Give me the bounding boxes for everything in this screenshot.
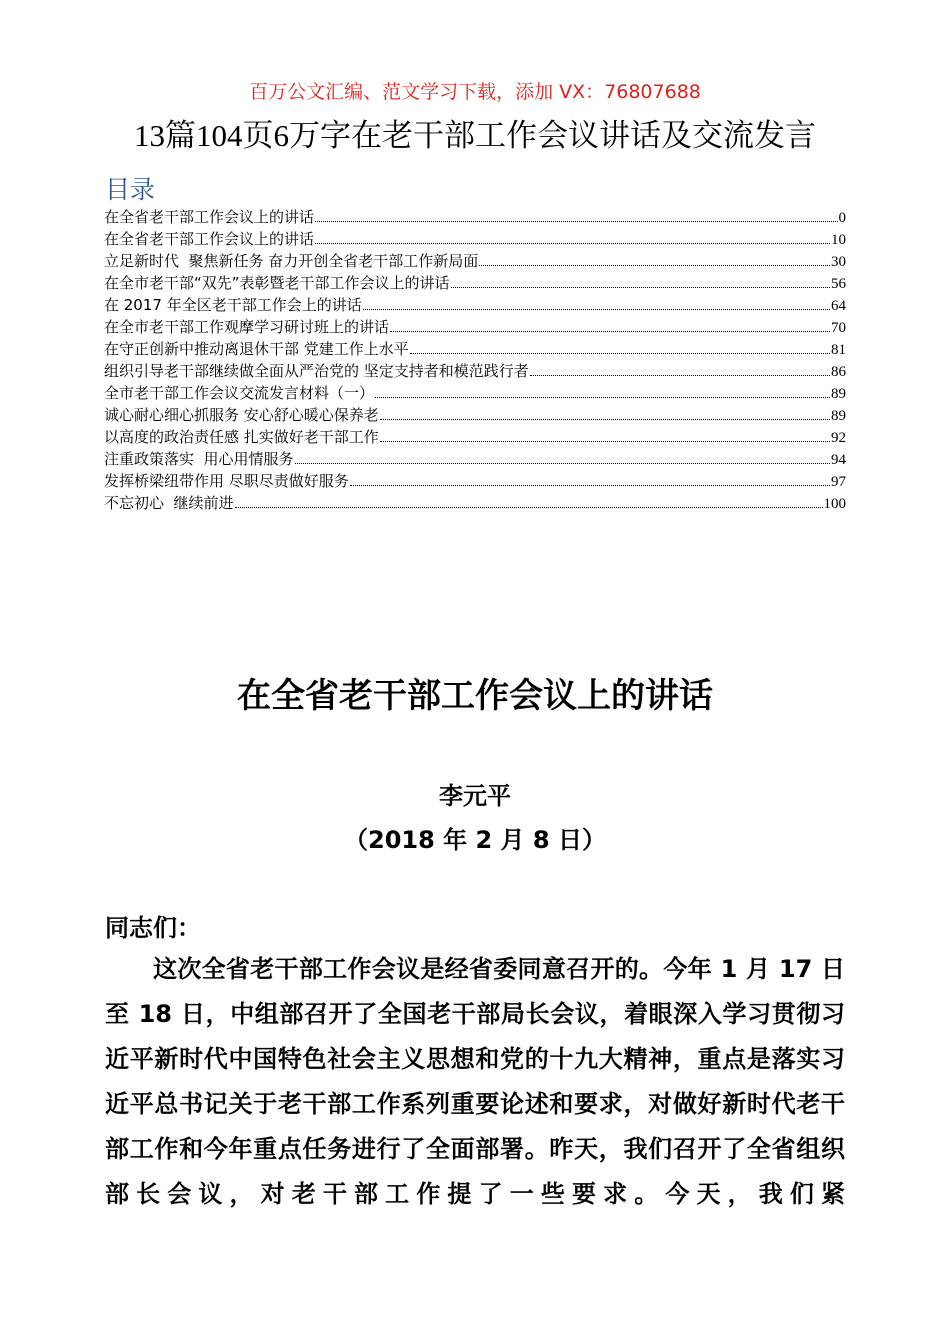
toc-entry[interactable] bbox=[104, 404, 846, 426]
toc-leader-dots bbox=[530, 375, 830, 376]
toc-entry[interactable] bbox=[104, 360, 846, 382]
toc-entry-page: 0 bbox=[838, 210, 846, 226]
toc-leader-dots bbox=[375, 397, 830, 398]
section-title: 在全省老干部工作会议上的讲话 bbox=[237, 676, 713, 716]
toc-entry-page: 100 bbox=[823, 496, 846, 512]
toc-entry[interactable] bbox=[104, 228, 846, 250]
toc-entry-title: 在全省老干部工作会议上的讲话 bbox=[104, 230, 315, 248]
toc-leader-dots bbox=[350, 485, 830, 486]
speech-date: （2018 年 2 月 8 日） bbox=[344, 826, 606, 854]
toc-leader-dots bbox=[410, 353, 830, 354]
toc-leader-dots bbox=[451, 287, 830, 288]
toc-leader-dots bbox=[380, 441, 830, 442]
toc-entry-title: 在全省老干部工作会议上的讲话 bbox=[104, 208, 315, 226]
author: 李元平 bbox=[439, 782, 511, 810]
toc-entry-title: 立足新时代 聚焦新任务 奋力开创全省老干部工作新局面 bbox=[104, 252, 479, 270]
toc-leader-dots bbox=[479, 265, 830, 266]
toc-entry-title: 不忘初心 继续前进 bbox=[104, 494, 234, 512]
toc-entry[interactable] bbox=[104, 272, 846, 294]
toc-entry[interactable] bbox=[104, 492, 846, 514]
toc-entry[interactable] bbox=[104, 382, 846, 404]
toc-entry-page: 92 bbox=[831, 430, 846, 446]
toc-entry-title: 在 2017 年全区老干部工作会上的讲话 bbox=[104, 296, 362, 314]
toc-entry-title: 全市老干部工作会议交流发言材料（一） bbox=[104, 384, 375, 402]
toc-entry-title: 组织引导老干部继续做全面从严治党的 坚定支持者和模范践行者 bbox=[104, 362, 529, 380]
toc-entry-title: 以高度的政治责任感 扎实做好老干部工作 bbox=[104, 428, 379, 446]
toc-entry-page: 94 bbox=[831, 452, 846, 468]
toc-entry-title: 注重政策落实 用心用情服务 bbox=[104, 450, 294, 468]
toc-entry-title: 在全市老干部“双先”表彰暨老干部工作会议上的讲话 bbox=[104, 274, 450, 292]
toc-entry-page: 89 bbox=[831, 386, 846, 402]
toc-entry-page: 97 bbox=[831, 474, 846, 490]
toc-entry[interactable] bbox=[104, 294, 846, 316]
toc-entry[interactable] bbox=[104, 206, 846, 228]
toc-heading: 目录 bbox=[105, 175, 156, 204]
toc-leader-dots bbox=[235, 507, 823, 508]
toc-entry-page: 10 bbox=[831, 232, 846, 248]
toc-entry-page: 70 bbox=[831, 320, 846, 336]
toc-entry[interactable] bbox=[104, 426, 846, 448]
toc-entry-page: 64 bbox=[831, 298, 846, 314]
toc-entry[interactable] bbox=[104, 448, 846, 470]
toc-entry[interactable] bbox=[104, 470, 846, 492]
toc-leader-dots bbox=[390, 331, 830, 332]
toc-leader-dots bbox=[295, 463, 830, 464]
toc-entry[interactable] bbox=[104, 250, 846, 272]
toc-leader-dots bbox=[315, 221, 837, 222]
toc-entry[interactable] bbox=[104, 338, 846, 360]
toc-leader-dots bbox=[315, 243, 830, 244]
toc-entry[interactable] bbox=[104, 316, 846, 338]
salutation: 同志们： bbox=[105, 914, 201, 942]
toc-entry-page: 89 bbox=[831, 408, 846, 424]
toc-entry-page: 86 bbox=[831, 364, 846, 380]
body-paragraph: 这次全省老干部工作会议是经省委同意召开的。今年 1 月 17 日至 18 日，中组部召开了全国老干部局长会议，着眼深入学习贯彻习近平新时代中国特色社会主义思想和党的十九大精神，重点是落实习近平总书记关于老干部工作系列重要论述和要求，对做好新时代老干部工作和今年重点任务进行了全面部署。昨天，我们召开了全省组织部长会议，对老干部工作提了一些要求。今天，我们紧 bbox=[105, 955, 845, 1208]
table-of-contents bbox=[104, 206, 846, 514]
document-title: 13篇104页6万字在老干部工作会议讲话及交流发言 bbox=[134, 118, 816, 153]
toc-entry-title: 发挥桥梁纽带作用 尽职尽责做好服务 bbox=[104, 472, 349, 490]
toc-leader-dots bbox=[363, 309, 830, 310]
toc-entry-title: 在守正创新中推动离退休干部 党建工作上水平 bbox=[104, 340, 409, 358]
toc-leader-dots bbox=[380, 419, 830, 420]
toc-entry-page: 56 bbox=[831, 276, 846, 292]
toc-entry-title: 诚心耐心细心抓服务 安心舒心暖心保养老 bbox=[104, 406, 379, 424]
toc-entry-page: 30 bbox=[831, 254, 846, 270]
toc-entry-title: 在全市老干部工作观摩学习研讨班上的讲话 bbox=[104, 318, 390, 336]
promo-banner: 百万公文汇编、范文学习下载，添加 VX：76807688 bbox=[249, 81, 701, 103]
toc-entry-page: 81 bbox=[831, 342, 846, 358]
